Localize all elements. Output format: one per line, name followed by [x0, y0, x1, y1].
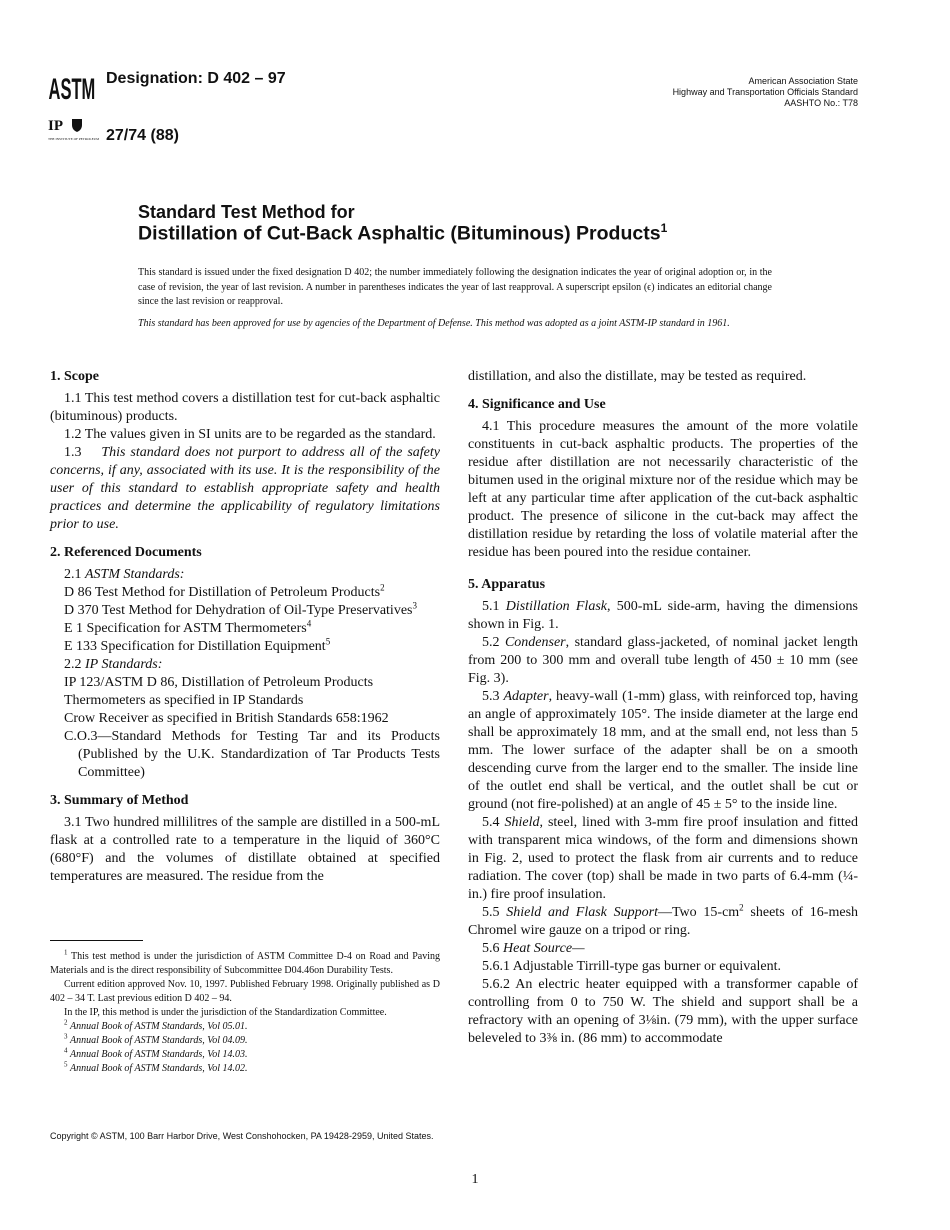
- para-num: 2.2: [64, 657, 82, 672]
- section-heading-refdocs: 2. Referenced Documents: [50, 545, 202, 560]
- para-3-1: 3.1 Two hundred millilitres of the sample are distilled in a 500-mL flask at a controlled rate to a temperature in the liquid of 360°C (680°F) and the volumes of distillate obtained at specified temperatures are measured. The residue from the: [50, 815, 440, 884]
- footnote-text: Annual Book of ASTM Standards, Vol 04.09.: [70, 1035, 248, 1046]
- title-line-1: Standard Test Method for: [138, 202, 355, 222]
- ref-item: IP 123/ASTM D 86, Distillation of Petroleum Products: [64, 675, 374, 690]
- para-label: Adapter: [503, 689, 549, 704]
- section-heading-apparatus: 5. Apparatus: [468, 577, 546, 592]
- notice-para-2: This standard has been approved for use by agencies of the Department of Defense. This method was adopted as a joint ASTM-IP standard in 1961.: [138, 317, 730, 329]
- para-num: 5.3: [482, 689, 500, 704]
- para-text: sheets of 16-mesh Chromel wire gauze on a tripod or ring.: [468, 905, 859, 938]
- footnote-ref: 4: [306, 618, 312, 629]
- ip-shield-icon: [72, 119, 82, 132]
- para-num: 5.6: [482, 941, 500, 956]
- footnote-rule: [50, 940, 143, 941]
- footnote-ref: 2: [380, 582, 385, 593]
- ref-text: E 133 Specification for Distillation Equipment: [64, 639, 326, 654]
- ip-logo-sub: THE INSTITUTE OF PETROLEUM: [48, 137, 100, 141]
- para-num: 1.3: [64, 445, 82, 460]
- footnote-mark: 3: [64, 1032, 68, 1041]
- para-2-1: [50, 566, 440, 584]
- para-label: Heat Source—: [503, 941, 585, 956]
- para-num: 5.4: [482, 815, 500, 830]
- ref-item: [64, 584, 440, 602]
- right-column: [468, 368, 858, 1048]
- superscript: 2: [739, 902, 744, 913]
- para-text: , 500-mL side-arm, having the dimensions shown in Fig. 1.: [468, 599, 858, 632]
- para-5-5: [468, 904, 858, 940]
- para-1-1: 1.1 This test method covers a distillation test for cut-back asphaltic (bituminous) products.: [50, 391, 440, 424]
- aashto-line: Highway and Transportation Officials Standard: [672, 87, 858, 97]
- ref-text: D 86 Test Method for Distillation of Petroleum Products: [64, 585, 381, 600]
- footnote: [50, 1034, 440, 1048]
- copyright: Copyright © ASTM, 100 Barr Harbor Drive, West Conshohocken, PA 19428-2959, United States.: [50, 1131, 434, 1141]
- ref-item: Crow Receiver as specified in British Standards 658:1962: [64, 711, 389, 726]
- footnote: [50, 950, 440, 978]
- para-num: 5.1: [482, 599, 500, 614]
- para-num: 2.1: [64, 567, 82, 582]
- footnote-mark: 4: [64, 1046, 68, 1055]
- footnotes: [50, 950, 440, 1076]
- ip-logo: [48, 116, 100, 150]
- footnote-ref: 3: [412, 600, 417, 611]
- para-text: —Two 15-cm: [657, 905, 740, 920]
- section-heading-summary: 3. Summary of Method: [50, 793, 189, 808]
- aashto-block: [673, 76, 858, 109]
- astm-logo-text: ASTM: [48, 72, 96, 107]
- notice-para-1: This standard is issued under the fixed designation D 402; the number immediately following the designation indicates the year of original adoption or, in the case of revision, the year of last revision. A number in parentheses indicates the year of last reapproval. A superscript epsilon (ϵ) indicates an editorial change since the last revision or reapproval.: [138, 267, 772, 307]
- para-5-1: [468, 598, 858, 634]
- para-1-3-text: This standard does not purport to address all of the safety concerns, if any, associated with its use. It is the responsibility of the user of this standard to establish appropriate safety and health practices and determine the applicability of regulatory limitations prior to use.: [50, 445, 441, 532]
- aashto-line: AASHTO No.: T78: [784, 98, 858, 108]
- ip-designation: 27/74 (88): [106, 127, 179, 144]
- left-column: [50, 368, 440, 886]
- para-1-2: 1.2 The values given in SI units are to be regarded as the standard.: [64, 427, 436, 442]
- footnote: In the IP, this method is under the jurisdiction of the Standardization Committee.: [64, 1007, 387, 1018]
- para-5-4: [468, 814, 858, 904]
- standard-notice: [138, 266, 772, 338]
- para-5-6-1: 5.6.1 Adjustable Tirrill-type gas burner or equivalent.: [482, 959, 782, 974]
- ref-text: E 1 Specification for ASTM Thermometers: [64, 621, 307, 636]
- para-text: , heavy-wall (1-mm) glass, with reinforced top, having an angle of approximately 105°. The inside diameter at the large end shall be approximately 18 mm, and at the small end, not less than 5 mm. The lower surface of the adapter shall be on a smooth descending curve from the larger end to the smaller. The inside line of the outlet end shall be vertical, and the outlet shall be cut or ground (not fire-polished) at an angle of 45 ± 5° to the inside line.: [468, 689, 859, 812]
- para-5-6: [468, 940, 858, 958]
- footnote: [50, 1062, 440, 1076]
- para-5-6-2: 5.6.2 An electric heater equipped with a transformer capable of controlling from 0 to 750 W. The shield and support shall be a refractory with an opening of 3⅛in. (79 mm), with the upper surface beleveled to 3⅜ in. (86 mm) to accommodate: [468, 977, 858, 1046]
- para-label: Distillation Flask: [505, 599, 607, 614]
- ref-item: C.O.3—Standard Methods for Testing Tar and its Products (Published by the U.K. Standardization of Tar Products Tests Committee): [64, 729, 440, 780]
- page-number: 1: [471, 1172, 479, 1187]
- para-text: , standard glass-jacketed, of nominal jacket length from 200 to 300 mm and overall tube length of 450 ± 10 mm (see Fig. 3).: [468, 635, 859, 686]
- footnote-text: Annual Book of ASTM Standards, Vol 14.03.: [70, 1049, 248, 1060]
- para-num: 5.2: [482, 635, 500, 650]
- aashto-line: American Association State: [748, 76, 858, 86]
- para-label: IP Standards:: [85, 657, 163, 672]
- footnote-text: This test method is under the jurisdiction of ASTM Committee D-4 on Road and Paving Materials and is the direct responsibility of Subcommittee D04.46on Durability Tests.: [50, 951, 440, 976]
- para-5-3: [468, 688, 858, 814]
- para-label: ASTM Standards:: [85, 567, 185, 582]
- title-text: Distillation of Cut-Back Asphaltic (Bituminous) Products: [138, 222, 661, 245]
- section-heading-significance: 4. Significance and Use: [468, 397, 606, 412]
- astm-logo: [48, 62, 94, 110]
- title-line-2: [138, 221, 667, 246]
- ref-item: [64, 620, 440, 638]
- footnote-ref: 5: [325, 636, 331, 647]
- ref-item: [64, 638, 440, 656]
- ref-item: [64, 602, 440, 620]
- footnote-mark: 1: [64, 948, 68, 957]
- para-3-1-continued: distillation, and also the distillate, may be tested as required.: [468, 369, 807, 384]
- footnote-text: Annual Book of ASTM Standards, Vol 14.02.: [70, 1063, 248, 1074]
- footnote-mark: 5: [64, 1060, 68, 1069]
- title-footnote-ref: 1: [660, 221, 668, 235]
- footnote: Current edition approved Nov. 10, 1997. Published February 1998. Originally published as D 402 – 34 T. Last previous edition D 402 – 94.: [50, 979, 440, 1004]
- para-4-1: 4.1 This procedure measures the amount of the more volatile constituents in cut-back asphaltic products. The properties of the residue after distillation are not necessarily characteristic of the bitumen used in the original mixture nor of the residue which may be left at any particular time after application of the cut-back asphaltic product. The presence of silicone in the cut-back may affect the distillation residue by retarding the loss of volatile material after the residue has been poured into the residue container.: [468, 419, 858, 560]
- footnote: [50, 1048, 440, 1062]
- ref-text: D 370 Test Method for Dehydration of Oil-Type Preservatives: [64, 603, 413, 618]
- ref-item: Thermometers as specified in IP Standards: [64, 693, 304, 708]
- para-label: Shield: [504, 815, 540, 830]
- footnote-text: Annual Book of ASTM Standards, Vol 05.01.: [70, 1021, 248, 1032]
- para-2-2: [50, 656, 440, 674]
- ip-logo-text: IP: [48, 118, 63, 134]
- para-label: Shield and Flask Support: [506, 905, 658, 920]
- para-5-2: [468, 634, 858, 688]
- designation: Designation: D 402 – 97: [106, 70, 286, 87]
- footnote-mark: 2: [64, 1018, 68, 1027]
- para-1-3: [50, 444, 440, 534]
- section-heading-scope: 1. Scope: [50, 369, 99, 384]
- para-text: , steel, lined with 3-mm fire proof insulation and fitted with transparent mica windows, of the form and dimensions shown in Fig. 2, used to protect the flask from air currents and to reduce radiation. The cover (top) shall be made in two parts of 6.4-mm (¼-in.) fire proof insulation.: [468, 815, 858, 902]
- footnote: [50, 1020, 440, 1034]
- para-label: Condenser: [504, 635, 566, 650]
- para-num: 5.5: [482, 905, 500, 920]
